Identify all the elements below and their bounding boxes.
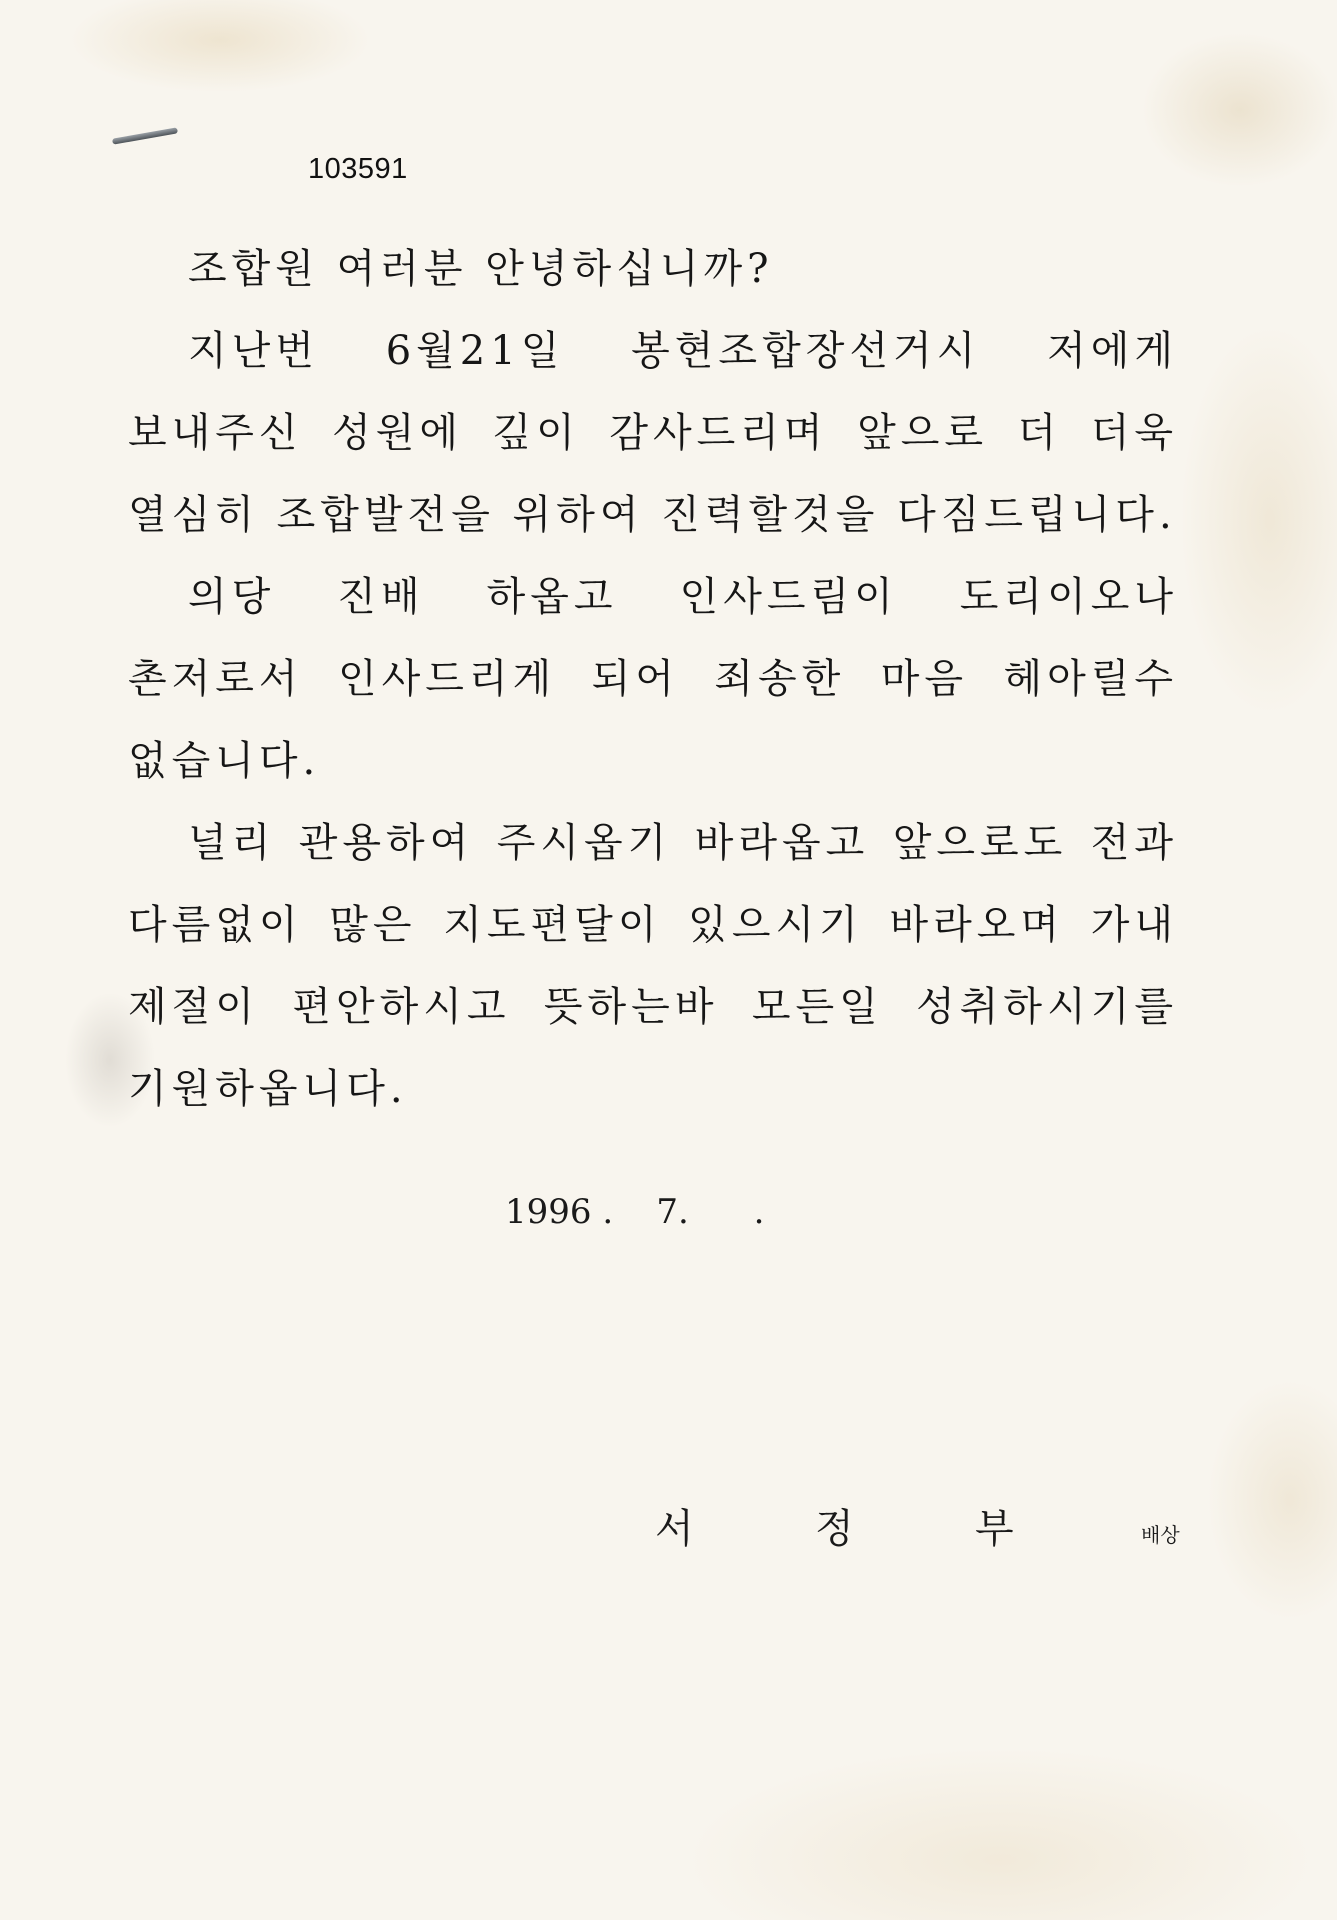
signature [655,1497,1180,1554]
thanks-paragraph: 지난번 6월21일 봉현조합장선거시 저에게 보내주신 성원에 깊이 감사드리며 앞으로 더 더욱 열심히 조합발전을 위하여 진력할것을 다짐드립니다. [128,328,1178,538]
closing-paragraph: 널리 관용하여 주시옵기 바라옵고 앞으로도 전과 다름없이 많은 지도편달이 있으시기 바라오며 가내 제절이 편안하시고 뜻하는바 모든일 성취하시기를 기원하옵니다. [128,820,1178,1112]
apology-paragraph: 의당 진배 하옵고 인사드림이 도리이오나 촌저로서 인사드리게 되어 죄송한 마음 헤아릴수 없습니다. [128,574,1178,784]
signature-char: 부 [975,1506,1014,1552]
greeting-paragraph: 조합원 여러분 안녕하십니까? [188,246,774,292]
document-number: 103591 [308,153,408,185]
signature-suffix: 배상 [1141,1523,1180,1547]
letter-date: 1996 . 7. . [505,1192,765,1232]
signature-char: 서 [655,1506,694,1552]
signature-char: 정 [815,1506,854,1552]
staple-mark [112,127,178,144]
letter-body [128,228,1178,1130]
